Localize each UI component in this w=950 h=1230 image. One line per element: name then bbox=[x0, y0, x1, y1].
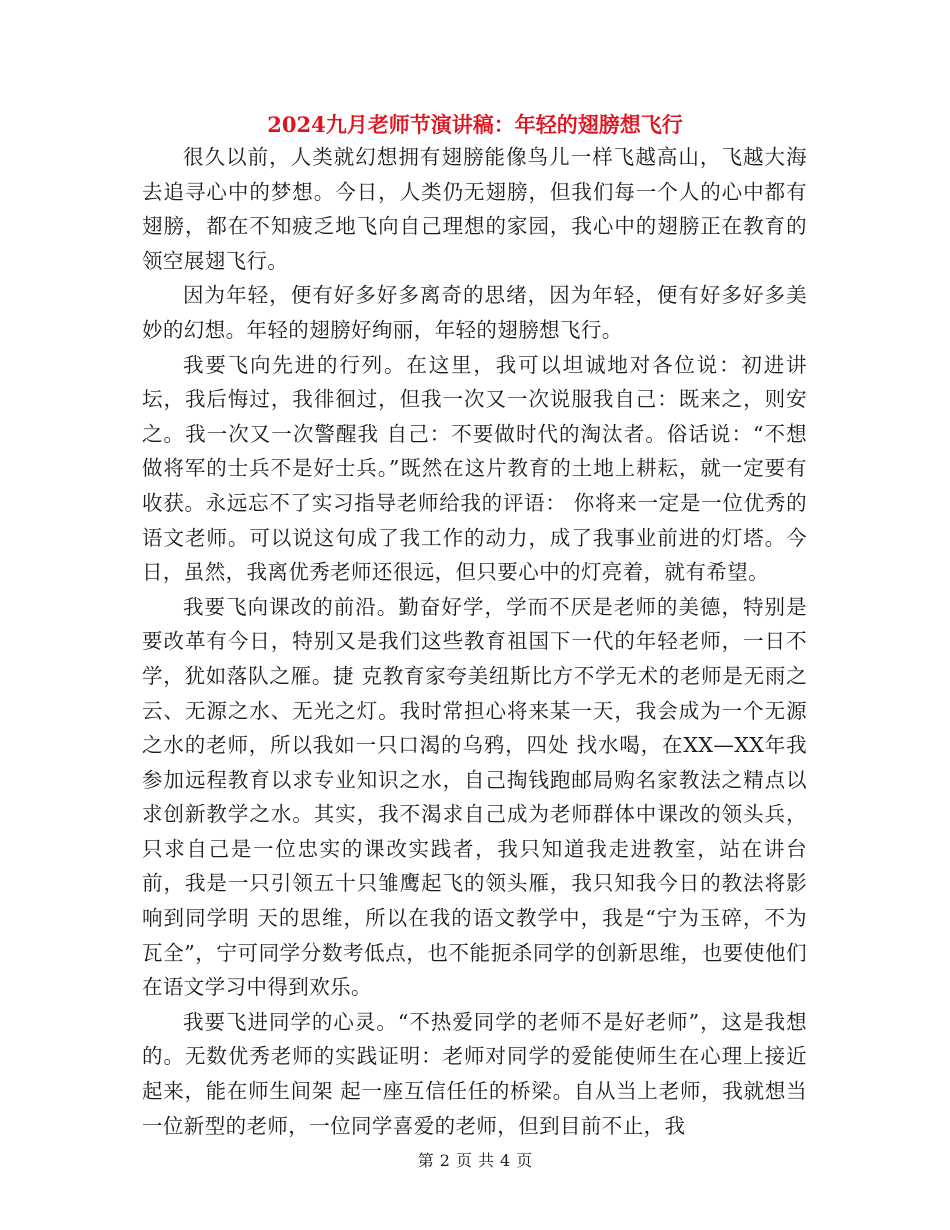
document-body bbox=[142, 140, 807, 1143]
footer-label-page: 第 bbox=[417, 1151, 434, 1170]
paragraph: 因为年轻，便有好多好多离奇的思绪，因为年轻，便有好多好多美妙的幻想。年轻的翅膀好绚丽，年轻的翅膀想飞行。 bbox=[142, 283, 807, 342]
paragraph: 我要飞向课改的前沿。勤奋好学，学而不厌是老师的美德，特别是要改革有今日，特别又是我们这些教育祖国下一代的年轻老师，一日不学，犹如落队之雁。捷 克教育家夸美纽斯比方不学无术的老师是无雨之云、无源之水、无光之灯。我时常担心将来某一天，我会成为一个无源之水的老师，所以我如一只口渴的乌鸦，四处 找水喝，在XX—XX年我参加远程教育以求专业知识之水，自己掏钱跑邮局购名家教法之精点以求创新教学之水。其实，我不渴求自己成为老师群体中课改的领头兵，只求自己是一位忠实的课改实践者，我只知道我走进教室，站在讲台前，我是一只引领五十只雏鹰起飞的领头雁，我只知我今日的教法将影响到同学明 天的思维，所以在我的语文教学中，我是“宁为玉碎，不为瓦全”，宁可同学分数考低点，也不能扼杀同学的创新思维，也要使他们在语文学习中得到欢乐。 bbox=[142, 594, 807, 1000]
footer-current-page: 2 bbox=[439, 1151, 450, 1170]
paragraph: 很久以前，人类就幻想拥有翅膀能像鸟儿一样飞越高山，飞越大海去追寻心中的梦想。今日，人类仍无翅膀，但我们每一个人的心中都有翅膀，都在不知疲乏地飞向自己理想的家园，我心中的翅膀正在教育的领空展翅飞行。 bbox=[142, 145, 807, 273]
footer-total-pages: 4 bbox=[500, 1151, 511, 1170]
paragraph: 我要飞进同学的心灵。“不热爱同学的老师不是好老师”，这是我想的。无数优秀老师的实践证明：老师对同学的爱能使师生在心理上接近起来，能在师生间架 起一座互信任任的桥梁。自从当上老师，我就想当一位新型的老师，一位同学喜爱的老师，但到目前不止，我 bbox=[142, 1009, 807, 1138]
document-title: 2024九月老师节演讲稿：年轻的翅膀想飞行 bbox=[267, 112, 683, 137]
paragraph: 我要飞向先进的行列。在这里，我可以坦诚地对各位说：初进讲坛，我后悔过，我徘徊过，但我一次又一次说服我自己：既来之，则安之。我一次又一次警醒我 自己：不要做时代的淘汰者。俗话说：“不想做将军的士兵不是好士兵。”既然在这片教育的土地上耕耘，就一定要有收获。永远忘不了实习指导老师给我的评语： 你将来一定是一位优秀的语文老师。可以说这句成了我工作的动力，成了我事业前进的灯塔。今日，虽然，我离优秀老师还很远，但只要心中的灯亮着，就有希望。 bbox=[142, 352, 807, 585]
page-footer bbox=[0, 1150, 950, 1172]
footer-label-unit2: 页 bbox=[516, 1151, 533, 1170]
footer-label-unit: 页 bbox=[455, 1151, 472, 1170]
footer-label-total: 共 bbox=[478, 1151, 495, 1170]
